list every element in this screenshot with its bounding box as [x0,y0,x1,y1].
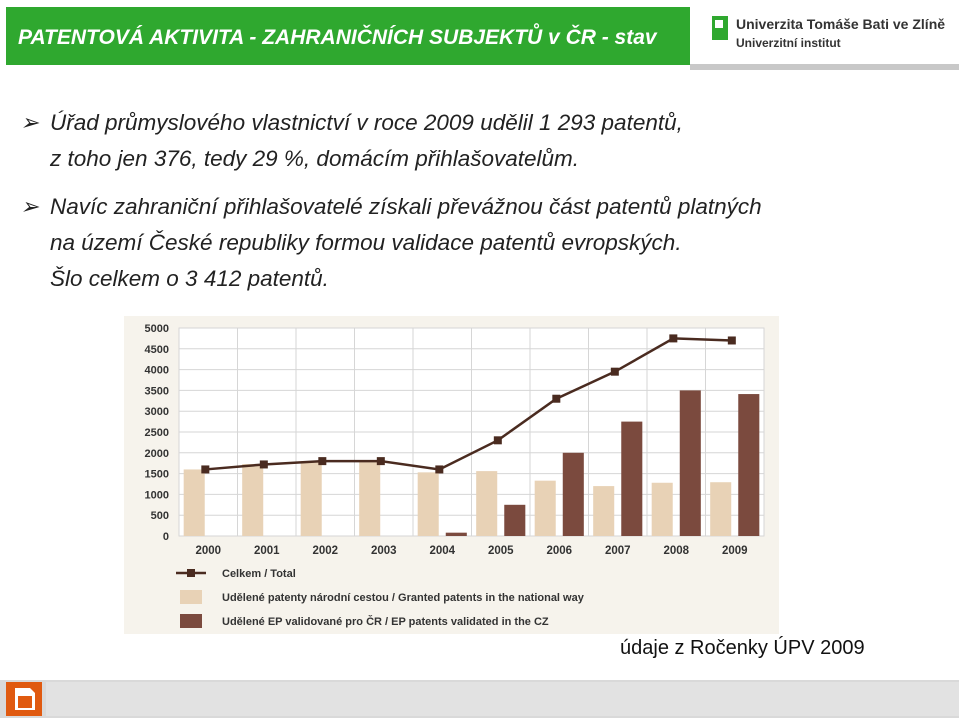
legend-bar-swatch-national [180,590,202,604]
bar-national [535,481,556,536]
bar-national [652,483,673,536]
logo-institute-name: Univerzitní institut [736,36,841,50]
x-tick-label: 2002 [312,545,339,557]
legend-label: Udělené patenty národní cestou / Granted patents in the national way [222,592,584,604]
x-tick-label: 2003 [370,545,397,557]
y-tick-label: 2500 [144,427,169,439]
bullet-1-line-1: Úřad průmyslového vlastnictví v roce 2009 udělil 1 293 patentů, [50,110,683,135]
bar-national [359,462,380,536]
bar-ep-validated [446,533,467,536]
point-total [201,465,209,473]
logo-mark-icon [712,16,728,40]
y-tick-label: 4500 [144,343,169,356]
x-tick-label: 2004 [429,545,456,557]
footer-logo [6,682,42,716]
bar-national [301,461,322,536]
point-total [260,460,268,468]
bar-ep-validated [738,394,759,536]
slide-header [0,0,959,72]
y-tick-label: 2000 [144,447,169,460]
bar-ep-validated [680,390,701,536]
title-bar [6,7,690,65]
bar-national [242,464,263,536]
x-tick-label: 2008 [663,545,690,557]
header-rule [690,64,959,70]
point-total [435,465,443,473]
patent-chart [124,316,779,634]
y-tick-label: 1000 [144,489,169,502]
y-tick-label: 3000 [144,406,169,419]
x-tick-label: 2007 [604,545,631,557]
x-tick-label: 2005 [487,545,514,557]
bullet-arrow-icon: ➢ [20,110,39,135]
y-tick-label: 1500 [144,468,169,481]
footer-document-icon [6,682,42,716]
footer-band [46,682,959,716]
logo-university-name: Univerzita Tomáše Bati ve Zlíně [736,16,946,32]
source-note: údaje z Ročenky ÚPV 2009 [620,637,865,659]
point-total [611,368,619,376]
bar-ep-validated [563,453,584,536]
y-tick-label: 4000 [144,364,169,377]
bullet-arrow-icon: ➢ [20,194,39,219]
bar-ep-validated [621,422,642,536]
slide-title: PATENTOVÁ AKTIVITA - ZAHRANIČNÍCH SUBJEKTŮ v ČR - stav [18,26,657,49]
x-tick-label: 2001 [253,545,280,557]
y-tick-label: 0 [162,531,169,543]
x-tick-label: 2000 [195,545,222,557]
legend-point-swatch [187,569,195,577]
point-total [552,395,560,403]
bullet-2-line-1: Navíc zahraniční přihlašovatelé získali převážnou část patentů platných [50,194,762,219]
bar-ep-validated [504,505,525,536]
bar-national [710,482,731,536]
point-total [494,436,502,444]
point-total [318,457,326,465]
bar-national [418,472,439,536]
university-logo [708,12,953,58]
point-total [669,334,677,342]
y-tick-label: 3500 [144,385,169,398]
patent-chart-svg [124,316,779,634]
point-total [377,457,385,465]
legend-bar-swatch-ep [180,614,202,628]
x-tick-label: 2006 [546,545,573,557]
bullet-2-line-3: Šlo celkem o 3 412 patentů. [50,266,329,291]
legend-label: Celkem / Total [222,568,296,580]
bar-national [593,486,614,536]
bar-national [476,471,497,536]
x-tick-label: 2009 [721,545,748,557]
legend-label: Udělené EP validované pro ČR / EP patents validated in the CZ [222,616,549,628]
bar-national [184,469,205,536]
bullet-1-line-2: z toho jen 376, tedy 29 %, domácím přihlašovatelům. [50,146,580,171]
y-tick-label: 5000 [144,323,169,335]
y-tick-label: 500 [150,510,169,523]
bullet-2-line-2: na území České republiky formou validace patentů evropských. [50,230,682,255]
point-total [728,336,736,344]
